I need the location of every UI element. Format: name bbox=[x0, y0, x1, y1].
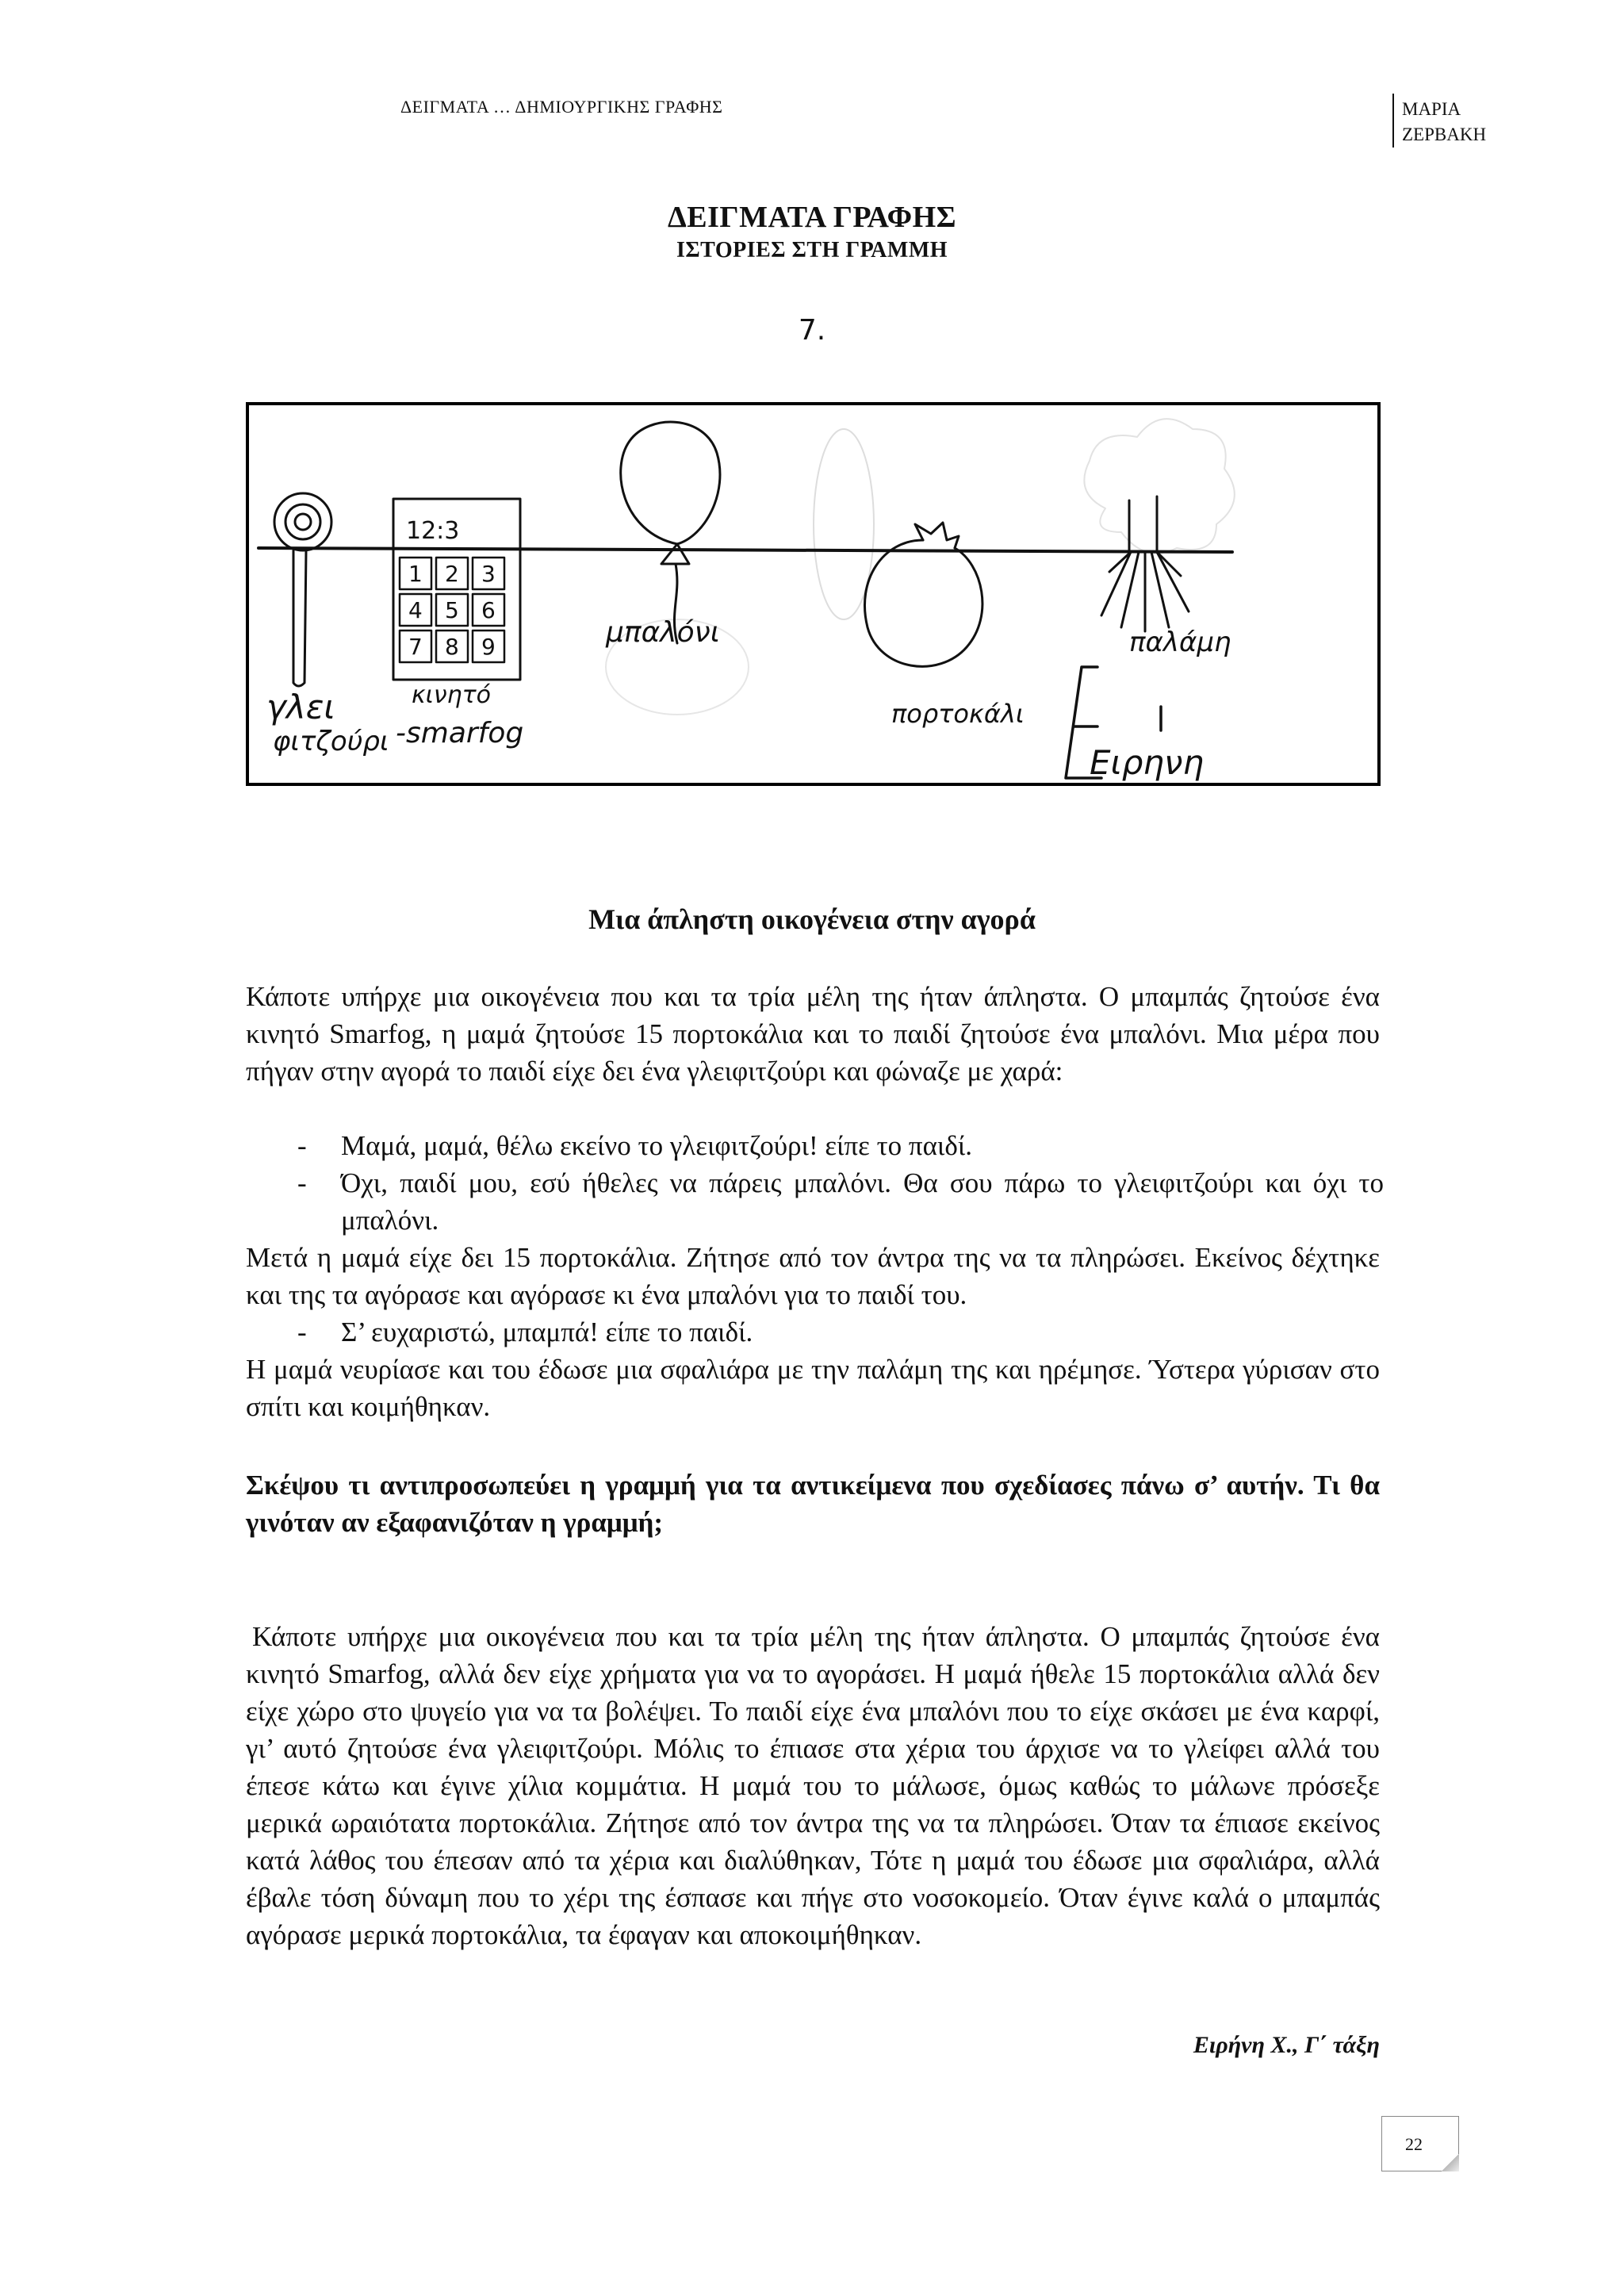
story-paragraph-2: Μετά η μαμά είχε δει 15 πορτοκάλια. Ζήτησε από τον άντρα της να τα πληρώσει. Εκείνος δέχτηκε και της τα αγόρασε και αγόρασε κι ένα μπαλόνι για το παιδί του. bbox=[246, 1242, 1380, 1310]
key-1: 1 bbox=[408, 561, 423, 587]
dialogue-line-2 bbox=[297, 1164, 1384, 1239]
dialogue-dash: - bbox=[297, 1317, 307, 1347]
child-drawing bbox=[249, 405, 1377, 783]
phone-label-1: κινητό bbox=[412, 681, 492, 709]
story-title: Μια άπληστη οικογένεια στην αγορά bbox=[588, 903, 1036, 935]
name-label: Ειρηνη bbox=[1090, 743, 1205, 782]
lollipop-label-2: φιτζούρι bbox=[273, 726, 389, 757]
faint-oval-sketch bbox=[814, 429, 874, 619]
balloon-label: μπαλόνι bbox=[606, 616, 720, 649]
question-prompt: Σκέψου τι αντιπροσωπεύει η γραμμή για τα αντικείμενα που σχεδίασες πάνω σ’ αυτήν. Τι θα γινόταν αν εξαφανιζόταν η γραμμή; bbox=[246, 1470, 1380, 1538]
key-7: 7 bbox=[408, 634, 423, 660]
header-author-first: ΜΑΡΙΑ bbox=[1402, 99, 1461, 119]
header-title: ΔΕΙΓΜΑΤΑ … ΔΗΜΙΟΥΡΓΙΚΗΣ ΓΡΑΦΗΣ bbox=[400, 97, 723, 117]
orange-label: πορτοκάλι bbox=[891, 699, 1025, 729]
phone-label-2: -smarfog bbox=[396, 717, 524, 749]
key-9: 9 bbox=[481, 634, 496, 660]
header-divider bbox=[1392, 94, 1394, 148]
phone-time-label: 12:3 bbox=[406, 517, 460, 545]
balloon-drawing bbox=[621, 422, 720, 643]
key-2: 2 bbox=[445, 561, 459, 587]
story-paragraph-3: Η μαμά νευρίασε και του έδωσε μια σφαλιάρα με την παλάμη της και ηρέμησε. Ύστερα γύρισαν στο σπίτι και κοιμήθηκαν. bbox=[246, 1354, 1380, 1422]
key-4: 4 bbox=[408, 597, 423, 623]
sample-number: 7. bbox=[798, 314, 826, 347]
orange-drawing bbox=[864, 523, 982, 666]
answer-paragraph: Κάποτε υπήρχε μια οικογένεια που και τα τρία μέλη της ήταν άπληστα. Ο μπαμπάς ζητούσε ένα κινητό Smarfog, αλλά δεν είχε χρήματα για να το αγοράσει. Η μαμά ήθελε 15 πορτοκάλια αλλά δεν είχε χώρο στο ψυγείο για να τα βολέψει. Το παιδί είχε ένα μπαλόνι που το είχε σκάσει με ένα καρφί, γι’ αυτό ζητούσε ένα γλειφιτζούρι. Μόλις το έπιασε στα χέρια του άρχισε να το γλείφει αλλά του έπεσε κάτω και έγινε χίλια κομμάτια. Η μαμά του το μάλωσε, όμως καθώς το μάλωνε πρόσεξε μερικά ωραιότατα πορτοκάλια. Ζήτησε από τον άντρα της να τα πληρώσει. Όταν τα έπιασε εκείνος κατά λάθος του έπεσαν από τα χέρια και διαλύθηκαν, Τότε η μαμά του έδωσε μια σφαλιάρα, αλλά έβαλε τόση δύναμη που το χέρι της έσπασε και πήγε στο νοσοκομείο. Όταν έγινε καλά ο μπαμπάς αγόρασε μερικά πορτοκάλια, τα έφαγαν και αποκοιμήθηκαν. bbox=[246, 1621, 1380, 1950]
dialogue-line-1 bbox=[297, 1127, 1384, 1164]
dialogue-line-3 bbox=[297, 1313, 1384, 1351]
author-signature: Ειρήνη Χ., Γ΄ τάξη bbox=[1193, 2032, 1380, 2058]
dialogue-text: Σ’ ευχαριστώ, μπαμπά! είπε το παιδί. bbox=[341, 1317, 753, 1347]
page-curl-icon bbox=[1442, 2154, 1459, 2171]
dialogue-dash: - bbox=[297, 1167, 307, 1198]
page-subtitle: ΙΣΤΟΡΙΕΣ ΣΤΗ ΓΡΑΜΜΗ bbox=[676, 238, 948, 263]
palm-drawing bbox=[1101, 496, 1189, 631]
dialogue-text: Μαμά, μαμά, θέλω εκείνο το γλειφιτζούρι! είπε το παιδί. bbox=[341, 1130, 972, 1161]
lollipop-drawing bbox=[274, 493, 331, 686]
page-number: 22 bbox=[1405, 2134, 1423, 2154]
key-3: 3 bbox=[481, 561, 496, 587]
page-title: ΔΕΙΓΜΑΤΑ ΓΡΑΦΗΣ bbox=[667, 201, 957, 234]
key-6: 6 bbox=[481, 597, 496, 623]
story-paragraph-1: Κάποτε υπήρχε μια οικογένεια που και τα τρία μέλη της ήταν άπληστα. Ο μπαμπάς ζητούσε ένα κινητό Smarfog, η μαμά ζητούσε 15 πορτοκάλια και το παιδί ζητούσε ένα μπαλόνι. Μια μέρα που πήγαν στην αγορά το παιδί είχε δει ένα γλειφιτζούρι και φώναζε με χαρά: bbox=[246, 981, 1380, 1087]
dialogue-text: Όχι, παιδί μου, εσύ ήθελες να πάρεις μπαλόνι. Θα σου πάρω το γλειφιτζούρι και όχι το μπαλόνι. bbox=[341, 1167, 1384, 1236]
palm-label: παλάμη bbox=[1129, 627, 1231, 658]
lollipop-label-1: γλει bbox=[266, 688, 335, 726]
key-8: 8 bbox=[445, 634, 459, 660]
drawing-figure bbox=[246, 402, 1381, 786]
page-number-box bbox=[1381, 2116, 1459, 2171]
header-author bbox=[1402, 97, 1486, 148]
faint-flower-sketch bbox=[1084, 419, 1235, 554]
dialogue-dash: - bbox=[297, 1130, 307, 1161]
header-author-last: ΖΕΡΒΑΚΗ bbox=[1402, 125, 1487, 144]
key-5: 5 bbox=[445, 597, 459, 623]
story-line bbox=[259, 548, 1232, 552]
